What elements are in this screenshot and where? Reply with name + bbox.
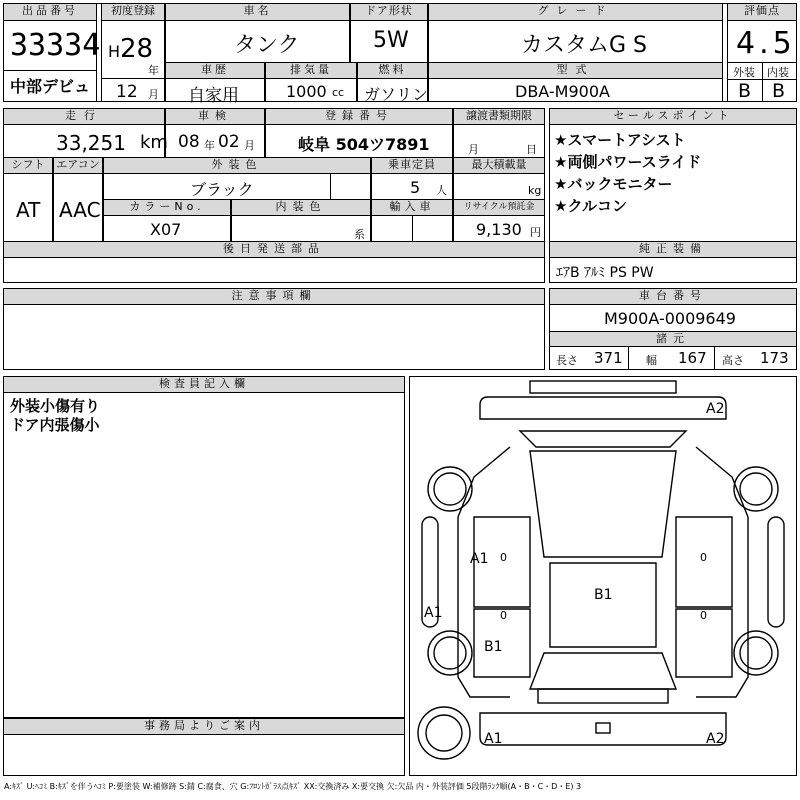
score-value: 4.5 [736,26,796,61]
mark-rear-bumper-right: A2 [706,731,725,747]
inspector-note: 外装小傷有り [10,397,101,415]
equipment-cell: 純正装備 ｴｱB ｱﾙﾐ PS PW [549,241,797,283]
first-reg-cell [101,3,165,102]
office-cell: 事務局よりご案内 [3,718,405,776]
chassis-number: M900A-0009649 [604,309,736,328]
length: 371 [594,349,623,367]
damage-diagram: A2 A1 0 0 B1 A1 0 0 B1 A1 A2 [409,376,797,776]
lot-header: 出品番号 [4,4,96,21]
reg-number: 岐阜 504ツ7891 [298,135,430,154]
interior-grade: B [772,80,786,102]
shift-cell: シフト AT [3,157,53,242]
ext-color-cell: 外装色 ブラック [103,157,371,200]
year-unit: 年 [148,64,159,77]
inspection-cell: 車検 08 年 02 月 [165,108,265,158]
car-name-cell: 車名 タンク [165,3,350,63]
fuel: ガソリン [364,85,429,104]
transfer-cell: 譲渡書類期限 月 日 [453,108,545,158]
shift: AT [16,198,41,222]
model-cell: 型式 DBA-M900A [428,62,723,102]
car-name: タンク [234,33,300,58]
color-no: X07 [150,220,182,239]
inspector-cell: 検査員記入欄 外装小傷有り ドア内張傷小 [3,376,405,718]
sales-point: ★両側パワースライド [554,153,702,171]
mark-left-sill: A1 [424,605,443,621]
mark-front-right: A2 [706,401,725,417]
inspection-year: 08 [178,132,200,152]
reg-year: 28 [120,34,154,64]
damage-legend: A:ｷｽﾞ U:ﾍｺﾐ B:ｷｽﾞを伴うﾍｺﾐ P:要塗装 W:補修跡 S:錆 C:腐食、穴 G:ﾌﾛﾝﾄｶﾞﾗｽ点ｷｽﾞ XX:交換済み X:要交換 欠:欠品 内・外装評価 5段階ﾗﾝｸ順(A・B・C・D・E) 3 [4,782,582,791]
doors-cell: ドア形状 5W [350,3,428,63]
mileage: 33,251 [56,131,126,155]
color-no-cell: カラーNo. X07 [103,199,231,242]
import-cell: 輸入車 [371,199,453,242]
door-type: 5W [373,28,409,53]
inspector-note: ドア内張傷小 [10,416,100,434]
later-parts-cell: 後日発送部品 [3,241,545,283]
max-load-cell: 最大積載量 kg [453,157,545,200]
chassis-cell: 車台番号 M900A-0009649 [549,288,797,332]
dimensions-cell: 諸元 長さ 371 幅 167 高さ 173 [549,331,797,370]
int-color-cell: 内装色 系 [231,199,371,242]
reg-month: 12 [116,82,138,102]
grade-cell: グレード カスタムG S [428,3,723,63]
displacement: 1000 [286,82,327,101]
exterior-color: ブラック [190,180,254,199]
car-outline-diagram [410,377,796,775]
venue-name: 中部デビュ [10,77,91,96]
score-cell: 評価点 4.5 外装 内装 B B [727,3,797,102]
lot-number: 33334 [10,28,101,63]
era: H [108,42,121,61]
lot-cell [3,3,101,102]
grade: カスタムG S [521,33,648,58]
model-code: DBA-M900A [515,82,610,101]
height: 173 [760,349,789,367]
sales-point: ★スマートアシスト [554,131,686,149]
mark-rear-bumper-left: A1 [484,731,503,747]
reg-number-cell: 登録番号 岐阜 504ツ7891 [265,108,453,158]
capacity: 5 [410,178,421,197]
history-cell: 車歴 自家用 [165,62,265,102]
notes-cell: 注意事項欄 [3,288,545,370]
recycle-cell: リサイクル預託金 9,130 円 [453,199,545,242]
sales-points-cell: セールスポイント ★スマートアシスト ★両側パワースライド ★バックモニター ★クルコン [549,108,797,242]
fuel-cell: 燃料 ガソリン [357,62,428,102]
equipment: ｴｱB ｱﾙﾐ PS PW [556,265,654,281]
width: 167 [678,349,707,367]
displacement-cell: 排気量 1000 cc [265,62,357,102]
sales-point: ★バックモニター [554,175,673,193]
recycle-fee: 9,130 [476,220,522,239]
capacity-cell: 乗車定員 5 人 [371,157,453,200]
month-unit: 月 [148,88,159,101]
history: 自家用 [188,86,239,106]
mark-rear-left: B1 [484,639,503,655]
aircon-cell: エアコン AAC [53,157,103,242]
mileage-cell: 走行 33,251 km [3,108,165,158]
mark-left-door: A1 [470,551,489,567]
inspection-month: 02 [218,132,240,152]
aircon: AAC [59,198,101,222]
first-reg-header: 初度登録 [102,4,164,21]
exterior-grade: B [738,80,752,102]
sales-point: ★クルコン [554,197,627,215]
mark-roof: B1 [594,587,613,603]
